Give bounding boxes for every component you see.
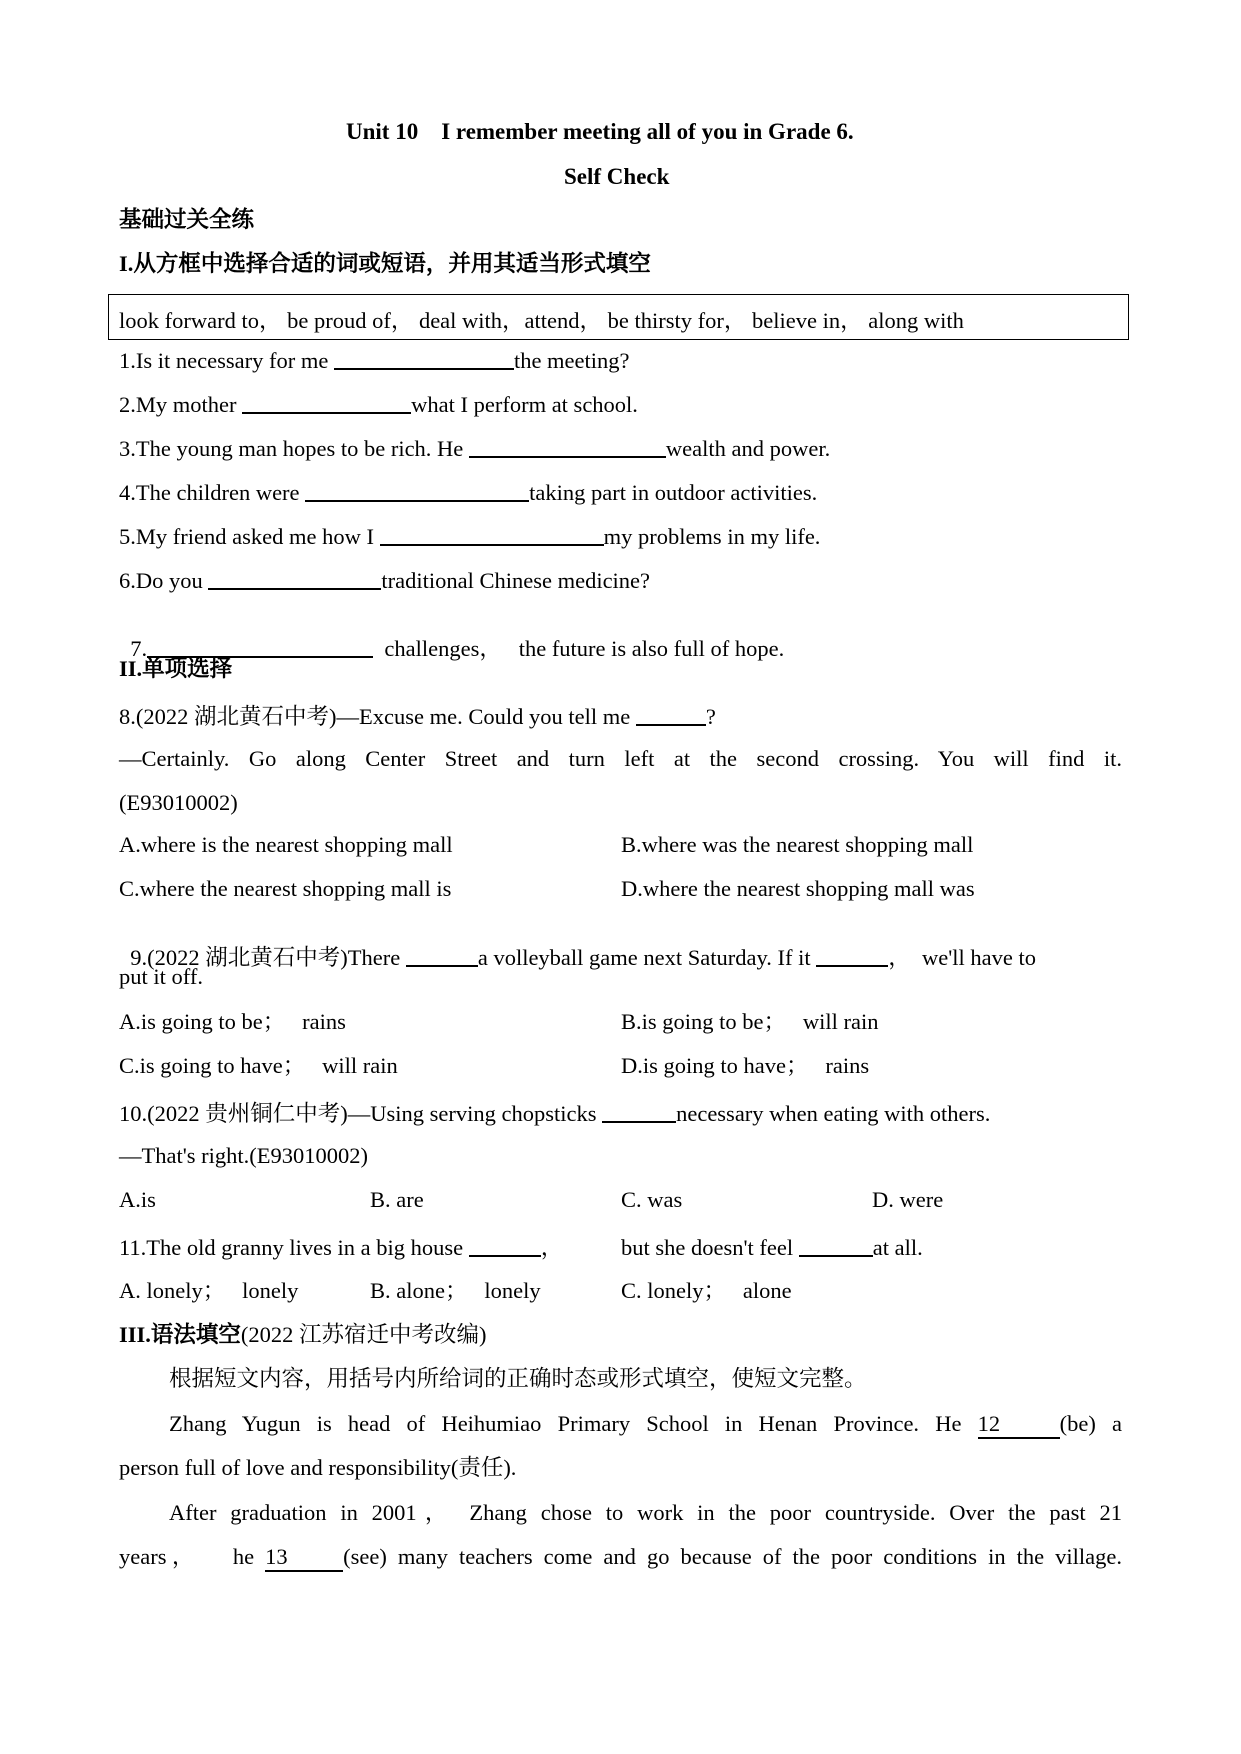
q11-option-b[interactable]: B. alone； lonely — [370, 1278, 541, 1303]
page-subtitle: Self Check — [564, 164, 670, 189]
q8-before: 8.(2022 湖北黄石中考)—Excuse me. Could you tell me — [119, 704, 636, 729]
q11-part-a: 11.The old granny lives in a big house — [119, 1235, 469, 1260]
question-8-stem — [119, 704, 716, 729]
q11-part-c: but she doesn't feel — [621, 1235, 799, 1260]
q11-blank-2[interactable] — [799, 1235, 873, 1257]
q9-option-b[interactable]: B.is going to be； will rain — [621, 1009, 879, 1034]
q9-part-b: a volleyball game next Saturday. If it — [477, 944, 817, 970]
q10-after: necessary when eating with others. — [676, 1101, 991, 1126]
word-box — [108, 294, 1129, 340]
q9-blank-2[interactable] — [816, 945, 888, 967]
q1-before: 1.Is it necessary for me — [119, 348, 334, 373]
q9-blank-1[interactable] — [406, 945, 478, 967]
q5-after: my problems in my life. — [603, 524, 821, 549]
question-8-code: (E93010002) — [119, 790, 238, 815]
part2-heading: II.单项选择 — [119, 656, 233, 681]
q10-option-a[interactable]: A.is — [119, 1187, 156, 1212]
q8-after: ? — [705, 704, 716, 729]
unit-title: Unit 10 I remember meeting all of you in Grade 6. — [346, 119, 854, 144]
q2-blank[interactable] — [242, 392, 411, 414]
q9-option-a[interactable]: A.is going to be； rains — [119, 1009, 346, 1034]
q11-blank-1[interactable] — [469, 1235, 541, 1257]
q5-before: 5.My friend asked me how I — [119, 524, 380, 549]
q11-option-a[interactable]: A. lonely； lonely — [119, 1278, 299, 1303]
part3-heading — [119, 1324, 487, 1347]
question-5 — [119, 524, 820, 549]
q10-option-d[interactable]: D. were — [872, 1187, 944, 1212]
q4-blank[interactable] — [305, 480, 529, 502]
q6-before: 6.Do you — [119, 568, 209, 593]
section-heading: 基础过关全练 — [119, 207, 255, 232]
question-2 — [119, 392, 638, 417]
q2-before: 2.My mother — [119, 392, 243, 417]
question-9-stem — [119, 922, 1036, 969]
question-10-reply: —That's right.(E93010002) — [119, 1143, 369, 1168]
q3-after: wealth and power. — [665, 436, 831, 461]
question-3 — [119, 436, 830, 461]
q7-after: challenges， the future is also full of hope. — [373, 635, 785, 661]
question-10-stem — [119, 1101, 990, 1126]
q8-option-a[interactable]: A.where is the nearest shopping mall — [119, 832, 453, 857]
q7-blank[interactable] — [147, 636, 373, 658]
part1-heading: I.从方框中选择合适的词或短语，并用其适当形式填空 — [119, 251, 651, 276]
question-4 — [119, 480, 817, 505]
question-6 — [119, 568, 650, 593]
p1-after: (be) a — [1059, 1411, 1122, 1436]
q10-option-b[interactable]: B. are — [370, 1187, 424, 1212]
part3-instruction: 根据短文内容，用括号内所给词的正确时态或形式填空，使短文完整。 — [169, 1366, 867, 1391]
question-7 — [119, 613, 784, 660]
question-9-line2: put it off. — [119, 964, 203, 989]
q1-blank[interactable] — [334, 348, 514, 370]
q6-after: traditional Chinese medicine? — [381, 568, 651, 593]
p2-after: (see) many teachers come and go because of the poor conditions in the village. — [343, 1544, 1122, 1569]
q8-option-c[interactable]: C.where the nearest shopping mall is — [119, 876, 452, 901]
q11-option-c[interactable]: C. lonely； alone — [621, 1278, 792, 1303]
q11-part-b: ， — [540, 1235, 564, 1260]
blank-12[interactable]: 12 — [978, 1413, 1060, 1439]
p2-before: years， he — [119, 1544, 266, 1569]
q3-blank[interactable] — [469, 436, 666, 458]
passage-p2-line1: After graduation in 2001， Zhang chose to work in the poor countryside. Over the past 21 — [169, 1500, 1122, 1525]
q11-part-d: at all. — [872, 1235, 923, 1260]
q9-option-c[interactable]: C.is going to have； will rain — [119, 1053, 398, 1078]
q7-before: 7. — [130, 635, 148, 661]
blank-13[interactable]: 13 — [265, 1546, 343, 1572]
question-11-stem-right — [621, 1235, 923, 1260]
p1-before: Zhang Yugun is head of Heihumiao Primary School in Henan Province. He — [169, 1411, 978, 1436]
passage-p1-line1 — [169, 1413, 1122, 1439]
question-1 — [119, 348, 630, 373]
q4-after: taking part in outdoor activities. — [529, 480, 818, 505]
q9-part-c: ， we'll have to — [888, 944, 1037, 970]
q4-before: 4.The children were — [119, 480, 306, 505]
q9-part-a: 9.(2022 湖北黄石中考)There — [130, 944, 406, 970]
passage-p2-line2 — [119, 1546, 1122, 1572]
passage-p1-line2: person full of love and responsibility(责任). — [119, 1455, 517, 1480]
q6-blank[interactable] — [208, 568, 381, 590]
question-8-reply: —Certainly. Go along Center Street and turn left at the second crossing. You will find it. — [119, 746, 1122, 771]
q3-before: 3.The young man hopes to be rich. He — [119, 436, 469, 461]
q10-before: 10.(2022 贵州铜仁中考)—Using serving chopsticks — [119, 1101, 603, 1126]
question-11-stem-left — [119, 1235, 563, 1260]
q8-blank[interactable] — [636, 704, 706, 726]
q8-option-b[interactable]: B.where was the nearest shopping mall — [621, 832, 974, 857]
q10-option-c[interactable]: C. was — [621, 1187, 683, 1212]
q2-after: what I perform at school. — [411, 392, 638, 417]
q9-option-d[interactable]: D.is going to have； rains — [621, 1053, 870, 1078]
q5-blank[interactable] — [380, 524, 604, 546]
word-box-text: look forward to， be proud of， deal with，attend， be thirsty for， believe in， along with — [119, 308, 964, 333]
part3-heading-bold: III.语法填空 — [119, 1322, 241, 1347]
q1-after: the meeting? — [513, 348, 630, 373]
q8-option-d[interactable]: D.where the nearest shopping mall was — [621, 876, 975, 901]
q10-blank[interactable] — [602, 1101, 676, 1123]
part3-heading-source: (2022 江苏宿迁中考改编) — [240, 1322, 487, 1347]
